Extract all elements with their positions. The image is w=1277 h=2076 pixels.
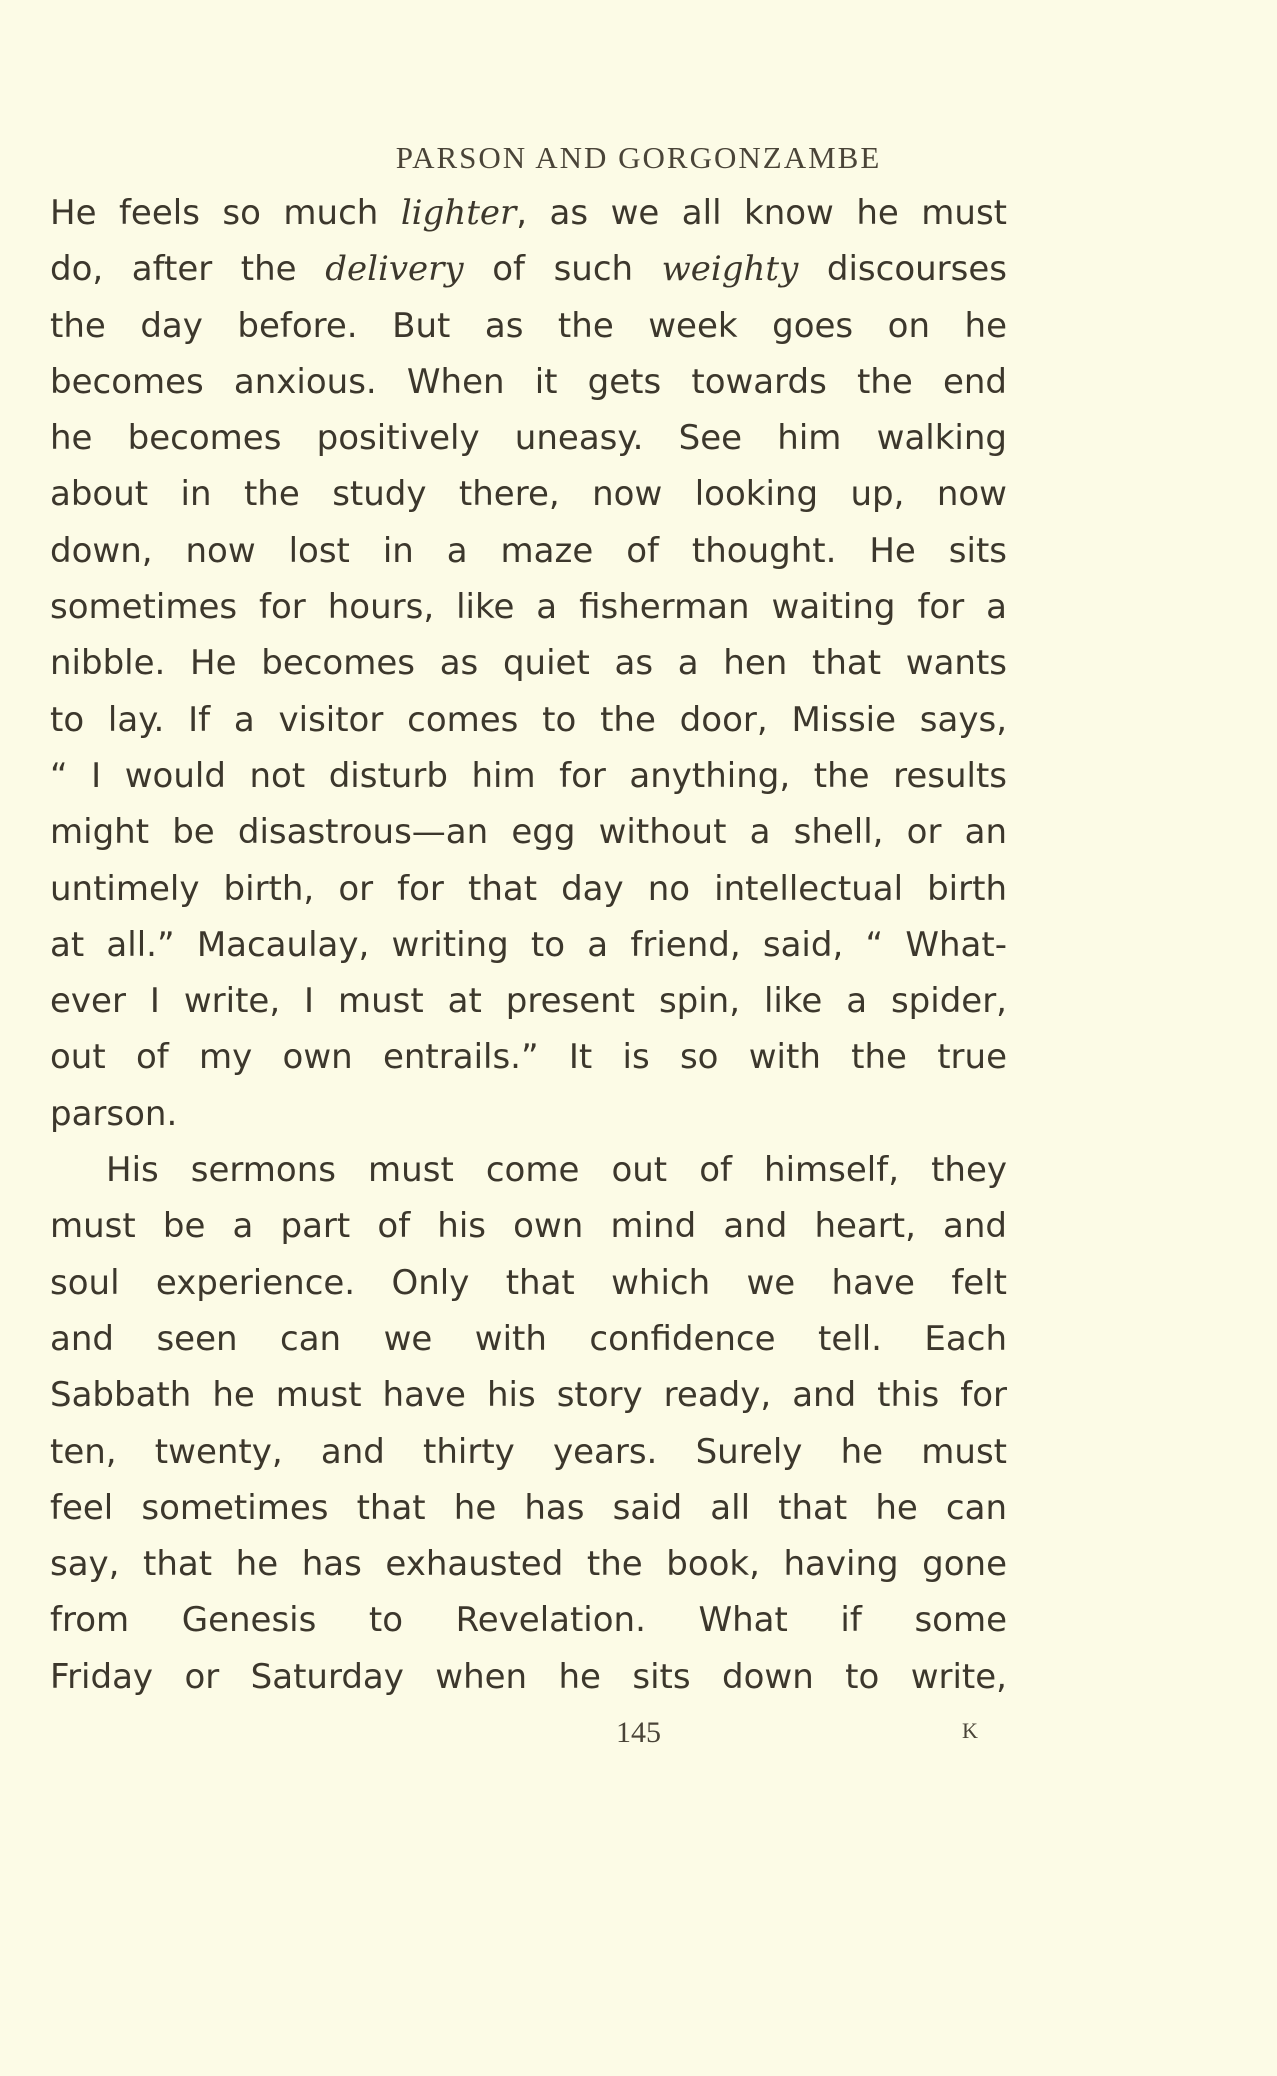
- text-segment: the day before. But as the week goes on he: [50, 305, 1007, 346]
- text-line: [50, 1367, 1007, 1423]
- text-line: [50, 410, 1007, 466]
- text-line: [50, 1029, 1007, 1085]
- text-line: [50, 354, 1007, 410]
- text-line: [50, 692, 1007, 748]
- text-segment: feel sometimes that he has said all that he can: [50, 1487, 1007, 1528]
- text-line: [50, 804, 1007, 860]
- text-line: [50, 1311, 1007, 1367]
- body-text: [50, 185, 1007, 1705]
- text-line: [50, 185, 1007, 241]
- text-line: [50, 1424, 1007, 1480]
- text-segment: to lay. If a visitor comes to the door, Missie says,: [50, 699, 1007, 740]
- text-segment: ten, twenty, and thirty years. Surely he must: [50, 1431, 1007, 1472]
- text-line: [50, 1480, 1007, 1536]
- text-line: [50, 917, 1007, 973]
- text-segment: becomes anxious. When it gets towards the end: [50, 361, 1007, 402]
- text-line: [50, 748, 1007, 804]
- text-line: [50, 579, 1007, 635]
- text-segment: do, after the: [50, 249, 326, 290]
- text-line: [50, 861, 1007, 917]
- text-segment: nibble. He becomes as quiet as a hen that wants: [50, 643, 1007, 684]
- text-segment: Friday or Saturday when he sits down to write,: [50, 1656, 1007, 1697]
- text-line: [50, 1198, 1007, 1254]
- text-line: [50, 523, 1007, 579]
- text-segment: might be disastrous—an egg without a shell, or an: [50, 812, 1007, 853]
- text-line: [50, 466, 1007, 522]
- text-segment: ever I write, I must at present spin, like a spider,: [50, 981, 1007, 1022]
- text-line: [50, 298, 1007, 354]
- text-line: [50, 241, 1007, 297]
- text-segment: , as we all know he must: [516, 193, 1007, 233]
- text-line: [50, 1536, 1007, 1592]
- text-line: [50, 1086, 1007, 1142]
- text-line: [50, 1649, 1007, 1705]
- text-segment: discourses: [798, 249, 1007, 290]
- text-segment: about in the study there, now looking up, now: [50, 474, 1007, 515]
- text-segment: from Genesis to Revelation. What if some: [50, 1600, 1007, 1641]
- italic-text: weighty: [661, 249, 799, 290]
- text-segment: he becomes positively uneasy. See him walking: [50, 418, 1007, 459]
- text-segment: His sermons must come out of himself, they: [106, 1150, 1007, 1191]
- text-line: [50, 635, 1007, 691]
- text-segment: must be a part of his own mind and heart, and: [50, 1206, 1007, 1247]
- text-segment: untimely birth, or for that day no intellectual birth: [50, 868, 1007, 909]
- text-segment: “ I would not disturb him for anything, the results: [50, 755, 1007, 796]
- text-line: [50, 1592, 1007, 1648]
- text-segment: and seen can we with confidence tell. Each: [50, 1318, 1007, 1359]
- text-segment: out of my own entrails.” It is so with the true: [50, 1037, 1007, 1078]
- text-line: [50, 1255, 1007, 1311]
- italic-text: delivery: [325, 249, 464, 290]
- text-segment: parson.: [50, 1093, 178, 1134]
- page-number: 145: [616, 1716, 661, 1749]
- text-line: [50, 1142, 1007, 1198]
- text-segment: He feels so much: [50, 193, 401, 233]
- text-segment: sometimes for hours, like a fisherman waiting for a: [50, 587, 1007, 628]
- running-head: PARSON AND GORGONZAMBE: [395, 140, 882, 175]
- text-segment: down, now lost in a maze of thought. He sits: [50, 530, 1007, 571]
- italic-text: lighter: [400, 193, 517, 233]
- text-segment: soul experience. Only that which we have felt: [50, 1262, 1007, 1303]
- text-segment: say, that he has exhausted the book, having gone: [50, 1544, 1007, 1585]
- signature-mark: K: [962, 1718, 979, 1743]
- text-segment: of such: [463, 249, 662, 290]
- text-line: [50, 973, 1007, 1029]
- text-segment: at all.” Macaulay, writing to a friend, said, “ What-: [50, 924, 1007, 965]
- text-segment: Sabbath he must have his story ready, and this for: [50, 1375, 1007, 1416]
